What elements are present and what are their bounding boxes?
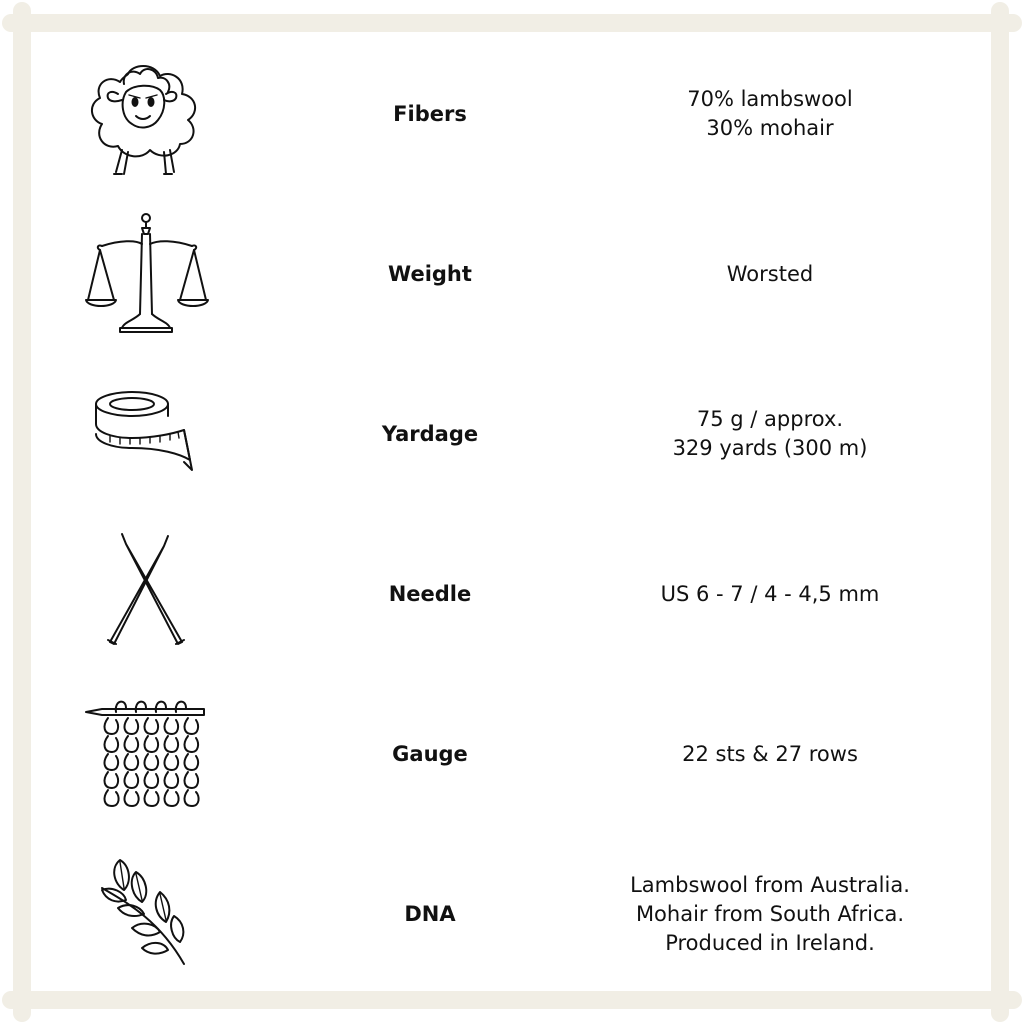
spec-value-line: 75 g / approx. bbox=[696, 407, 844, 431]
spec-value-line: 329 yards (300 m) bbox=[672, 436, 868, 460]
spec-value-line: Mohair from South Africa. bbox=[635, 901, 905, 926]
spec-value-line: 30% mohair bbox=[706, 116, 834, 140]
spec-value bbox=[590, 844, 950, 984]
spec-value-line: 70% lambswool bbox=[687, 87, 853, 111]
spec-row-fibers bbox=[0, 44, 1024, 184]
spec-row-yardage bbox=[0, 364, 1024, 504]
spec-row-gauge bbox=[0, 684, 1024, 824]
spec-label: DNA bbox=[404, 902, 456, 926]
spec-value-line: Lambswool from Australia. bbox=[630, 872, 910, 897]
sheep-icon bbox=[80, 44, 210, 184]
spec-value-line: 22 sts & 27 rows bbox=[682, 741, 858, 766]
spec-value bbox=[590, 364, 950, 504]
spec-label: Gauge bbox=[392, 742, 468, 766]
spec-row-dna bbox=[0, 844, 1024, 984]
spec-value-line: Worsted bbox=[726, 261, 814, 286]
spec-value-line: US 6 - 7 / 4 - 4,5 mm bbox=[660, 581, 880, 606]
scale-icon bbox=[80, 204, 210, 344]
knitting-needles-icon bbox=[80, 524, 210, 664]
spec-label: Fibers bbox=[393, 102, 467, 126]
spec-value bbox=[590, 684, 950, 824]
frame-top-border bbox=[2, 14, 1022, 32]
spec-label: Yardage bbox=[381, 422, 479, 446]
spec-row-weight bbox=[0, 204, 1024, 344]
measuring-tape-icon bbox=[80, 364, 210, 504]
spec-value-line: Produced in Ireland. bbox=[665, 930, 875, 955]
leaf-branch-icon bbox=[80, 844, 210, 984]
frame-bottom-border bbox=[2, 991, 1022, 1009]
spec-label: Weight bbox=[388, 262, 472, 286]
spec-row-needle bbox=[0, 524, 1024, 664]
spec-value bbox=[590, 204, 950, 344]
knit-stitches-icon bbox=[80, 684, 210, 824]
spec-label: Needle bbox=[388, 582, 472, 606]
spec-value bbox=[590, 524, 950, 664]
spec-value bbox=[590, 44, 950, 184]
